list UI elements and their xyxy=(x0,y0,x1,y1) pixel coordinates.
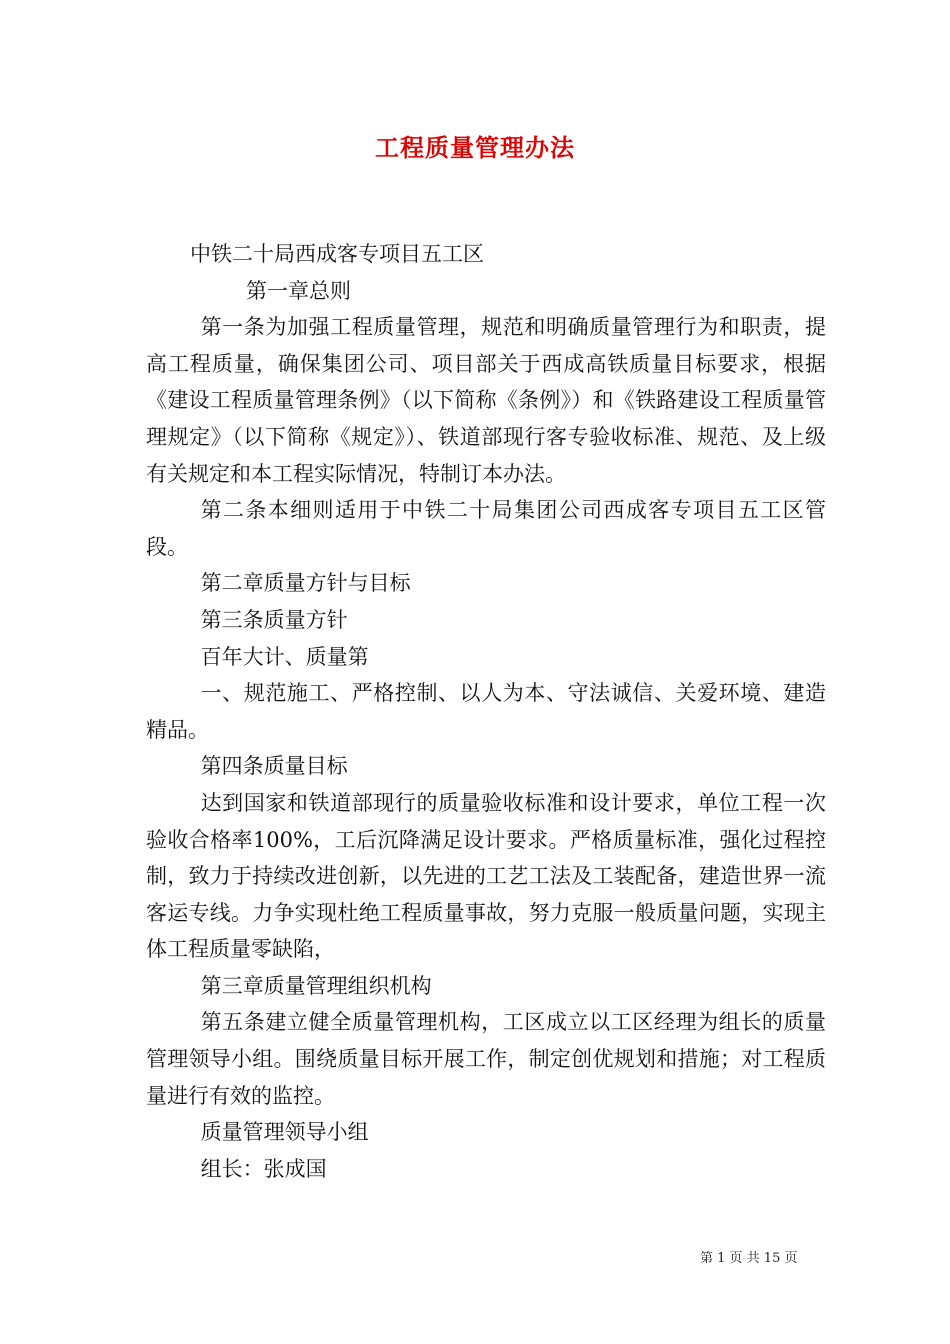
unit-name: 中铁二十局西成客专项目五工区 xyxy=(190,242,484,266)
body-paragraph: 达到国家和铁道部现行的质量验收标准和设计要求，单位工程一次验收合格率100%，工后沉降满足设计要求。严格质量标准，强化过程控制，致力于持续改进创新，以先进的工艺工法及工装配备，建造世界一流客运专线。力争实现杜绝工程质量事故，努力克服一般质量问题，实现主体工程质量零缺陷， xyxy=(146,790,826,962)
article-paragraph: 第一条为加强工程质量管理，规范和明确质量管理行为和职责，提高工程质量，确保集团公司、项目部关于西成高铁质量目标要求，根据《建设工程质量管理条例》（以下简称《条例》）和《铁路建设工程质量管理规定》（以下简称《规定》）、铁道部现行客专验收标准、规范、及上级有关规定和本工程实际情况，特制订本办法。 xyxy=(146,315,826,486)
body-paragraph: 质量管理领导小组 xyxy=(200,1120,369,1145)
body-paragraph: 百年大计、质量第 xyxy=(200,644,369,669)
article-paragraph: 第五条建立健全质量管理机构，工区成立以工区经理为组长的质量管理领导小组。围绕质量目标开展工作，制定创优规划和措施；对工程质量进行有效的监控。 xyxy=(146,1010,826,1108)
article-heading: 第三条质量方针 xyxy=(200,607,348,632)
chapter-heading: 第二章质量方针与目标 xyxy=(200,571,411,596)
body-paragraph: 组长：张成国 xyxy=(200,1156,327,1181)
page-footer: 第 1 页 共 15 页 xyxy=(700,1251,798,1266)
article-paragraph: 第二条本细则适用于中铁二十局集团公司西成客专项目五工区管段。 xyxy=(146,498,826,559)
document-title: 工程质量管理办法 xyxy=(375,133,575,162)
chapter-heading: 第一章总则 xyxy=(246,278,351,303)
chapter-heading: 第三章质量管理组织机构 xyxy=(200,973,432,998)
body-paragraph: 一、规范施工、严格控制、以人为本、守法诚信、关爱环境、建造精品。 xyxy=(146,681,826,742)
article-heading: 第四条质量目标 xyxy=(200,754,348,779)
document-body xyxy=(146,236,826,1187)
